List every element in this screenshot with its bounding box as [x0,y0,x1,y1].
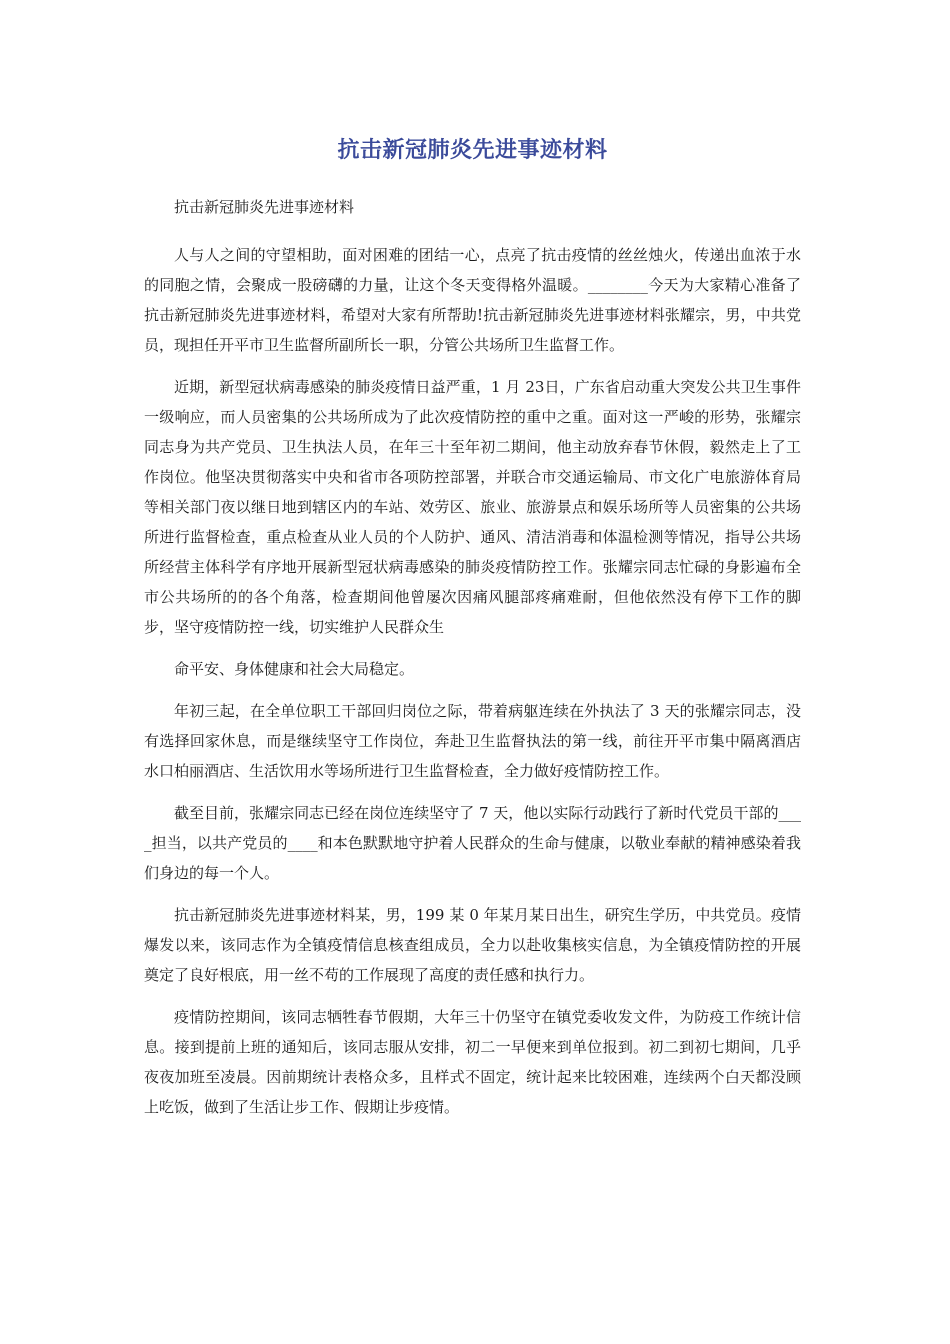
paragraph-seven-days: 截至目前，张耀宗同志已经在岗位连续坚守了 7 天，他以实际行动践行了新时代党员干部的____担当，以共产党员的____和本色默默地守护着人民群众的生命与健康，以敬业奉献的精神感染着我们身边的每一个人。 [144,804,801,882]
document-page [144,128,801,1134]
paragraph-recent: 近期，新型冠状病毒感染的肺炎疫情日益严重，1 月 23日，广东省启动重大突发公共卫生事件一级响应，而人员密集的公共场所成为了此次疫情防控的重中之重。面对这一严峻的形势，张耀宗同志身为共产党员、卫生执法人员，在年三十至年初二期间，他主动放弃春节休假，毅然走上了工作岗位。他坚决贯彻落实中央和省市各项防控部署，并联合市交通运输局、市文化广电旅游体育局等相关部门夜以继日地到辖区内的车站、效劳区、旅业、旅游景点和娱乐场所等人员密集的公共场所进行监督检查，重点检查从业人员的个人防护、通风、清洁消毒和体温检测等情况，指导公共场所经营主体科学有序地开展新型冠状病毒感染的肺炎疫情防控工作。张耀宗同志忙碌的身影遍布全市公共场所的的各个角落，检查期间他曾屡次因痛风腿部疼痛难耐，但他依然没有停下工作的脚步，坚守疫情防控一线，切实维护人民群众生 [144,378,801,636]
paragraph-second-profile: 抗击新冠肺炎先进事迹材料某，男，199 某 0 年某月某日出生，研究生学历，中共党员。疫情爆发以来，该同志作为全镇疫情信息核查组成员，全力以赴收集核实信息，为全镇疫情防控的开展奠定了良好根底，用一丝不苟的工作展现了高度的责任感和执行力。 [144,906,801,984]
paragraph-holiday-work: 疫情防控期间，该同志牺牲春节假期，大年三十仍坚守在镇党委收发文件，为防疫工作统计信息。接到提前上班的通知后，该同志服从安排，初二一早便来到单位报到。初二到初七期间，几乎夜夜加班至凌晨。因前期统计表格众多，且样式不固定，统计起来比较困难，连续两个白天都没顾上吃饭，做到了生活让步工作、假期让步疫情。 [144,1008,801,1116]
document-subtitle: 抗击新冠肺炎先进事迹材料 [174,198,355,216]
paragraph-day-three: 年初三起，在全单位职工干部回归岗位之际，带着病躯连续在外执法了 3 天的张耀宗同志，没有选择回家休息，而是继续坚守工作岗位，奔赴卫生监督执法的第一线，前往开平市集中隔离酒店水口柏丽酒店、生活饮用水等场所进行卫生监督检查，全力做好疫情防控工作。 [144,702,801,780]
paragraph-intro: 人与人之间的守望相助，面对困难的团结一心，点亮了抗击疫情的丝丝烛火，传递出血浓于水的同胞之情，会聚成一股磅礴的力量，让这个冬天变得格外温暖。________今天为大家精心准备了抗击新冠肺炎先进事迹材料，希望对大家有所帮助!抗击新冠肺炎先进事迹材料张耀宗，男，中共党员，现担任开平市卫生监督所副所长一职，分管公共场所卫生监督工作。 [144,246,801,354]
page-title: 抗击新冠肺炎先进事迹材料 [337,137,608,163]
paragraph-continuation: 命平安、身体健康和社会大局稳定。 [174,660,415,678]
